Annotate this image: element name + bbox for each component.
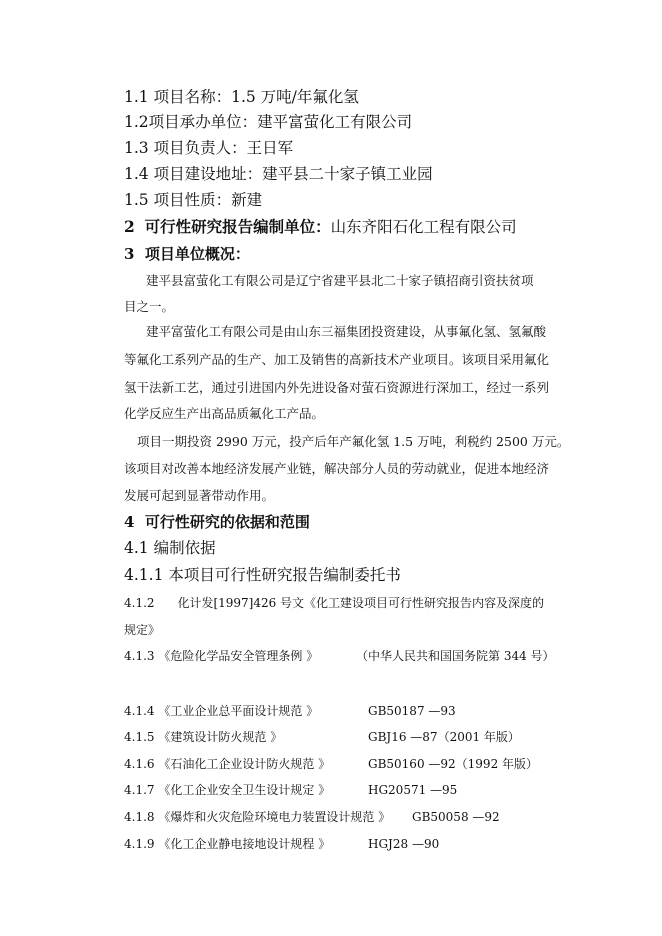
section-number: 4	[124, 513, 135, 531]
para3-line2: 该项目对改善本地经济发展产业链，解决部分人员的劳动就业，促进本地经济	[124, 461, 550, 476]
subsection-number: 4.1	[124, 539, 149, 557]
item-label: 项目建设地址：	[153, 165, 263, 183]
item-4-1-5	[124, 731, 282, 743]
section-4-heading	[124, 515, 310, 530]
section-number: 3	[124, 245, 135, 263]
item-number: 4.1.1	[124, 566, 164, 584]
item-4-1-1	[124, 568, 401, 584]
para2-line1: 建平富萤化工有限公司是由山东三福集团投资建设，从事氟化氢、氢氟酸	[146, 324, 547, 339]
item-number: 4.1.9	[124, 837, 155, 851]
item-4-1-6	[124, 758, 330, 770]
item-text: 《建筑设计防火规范 》	[158, 730, 283, 744]
item-4-1-2	[124, 597, 544, 609]
item-4-1-2-continued: 规定》	[124, 623, 161, 637]
item-text: 《石油化工企业设计防火规范 》	[158, 757, 331, 771]
item-4-1-3-code: （中华人民共和国国务院第 344 号）	[356, 649, 555, 663]
item-value: 1.5 万吨/年氟化氢	[231, 88, 359, 106]
item-4-1-7	[124, 784, 330, 796]
item-text: 《工业企业总平面设计规范 》	[158, 704, 319, 718]
item-4-1-4	[124, 705, 318, 717]
item-text: 《危险化学品安全管理条例 》	[158, 649, 319, 663]
item-text: 《爆炸和火灾危险环境电力装置设计规范 》	[158, 810, 391, 824]
section-3-heading	[124, 247, 250, 262]
item-4-1-8-code: GB50058 —92	[412, 810, 500, 824]
item-number: 1.3	[124, 139, 149, 157]
project-leader-line	[124, 141, 293, 157]
item-number: 4.1.7	[124, 783, 155, 797]
item-4-1-7-code: HG20571 —95	[368, 783, 458, 797]
item-value: 新建	[231, 191, 263, 209]
item-number: 4.1.5	[124, 730, 155, 744]
para3-line3: 发展可起到显著带动作用。	[124, 488, 275, 503]
item-value: 建平县二十家子镇工业园	[262, 165, 433, 183]
item-label: 项目承办单位：	[148, 113, 258, 131]
para1-line1: 建平县富萤化工有限公司是辽宁省建平县北二十家子镇招商引资扶贫项	[146, 273, 534, 288]
item-text: 《化工企业静电接地设计规程 》	[158, 837, 331, 851]
item-4-1-8	[124, 811, 390, 823]
para1-line2: 目之一。	[124, 299, 175, 314]
para2-line4: 化学反应生产出高品质氟化工产品。	[124, 406, 325, 421]
item-text: 《化工企业安全卫生设计规定 》	[158, 783, 331, 797]
para2-line3: 氢干法新工艺，通过引进国内外先进设备对萤石资源进行深加工，经过一系列	[124, 380, 550, 395]
item-4-1-9-code: HGJ28 —90	[368, 837, 440, 851]
section-title: 项目单位概况：	[144, 245, 250, 263]
section-number: 2	[124, 217, 135, 236]
item-number: 1.4	[124, 165, 149, 183]
item-value: 建平富萤化工有限公司	[257, 113, 413, 131]
item-text: 化计发[1997]426 号文《化工建设项目可行性研究报告内容及深度的	[177, 596, 545, 610]
section-label: 可行性研究报告编制单位：	[144, 217, 331, 236]
item-number: 1.1	[124, 88, 149, 106]
para2-line2: 等氟化工系列产品的生产、加工及销售的高新技术产业项目。该项目采用氟化	[124, 352, 550, 367]
project-name-line	[124, 90, 359, 106]
subsection-title: 编制依据	[153, 539, 216, 557]
item-label: 项目性质：	[153, 191, 232, 209]
item-number: 4.1.4	[124, 704, 155, 718]
item-number: 4.1.2	[124, 596, 155, 610]
project-unit-line	[124, 115, 412, 131]
item-4-1-9	[124, 838, 330, 850]
item-label: 项目名称：	[153, 88, 232, 106]
para3-line1: 项目一期投资 2990 万元，投产后年产氟化氢 1.5 万吨，利税约 2500 万元。	[137, 434, 570, 449]
item-number: 1.2	[124, 113, 149, 131]
item-label: 项目负责人：	[153, 139, 247, 157]
item-4-1-5-code: GBJ16 —87（2001 年版）	[368, 730, 520, 744]
item-4-1-6-code: GB50160 —92（1992 年版）	[368, 757, 539, 771]
section-2-heading	[124, 219, 517, 236]
section-value: 山东齐阳石化工程有限公司	[330, 218, 517, 236]
item-number: 4.1.3	[124, 649, 155, 663]
item-text: 本项目可行性研究报告编制委托书	[168, 566, 401, 584]
item-number: 4.1.8	[124, 810, 155, 824]
project-site-line	[124, 167, 433, 183]
item-4-1-4-code: GB50187 —93	[368, 704, 456, 718]
item-value: 王日军	[246, 139, 294, 157]
item-4-1-3	[124, 650, 318, 662]
project-nature-line	[124, 193, 262, 209]
item-number: 1.5	[124, 191, 149, 209]
subsection-4-1-heading	[124, 541, 216, 557]
section-title: 可行性研究的依据和范围	[144, 513, 310, 531]
item-number: 4.1.6	[124, 757, 155, 771]
